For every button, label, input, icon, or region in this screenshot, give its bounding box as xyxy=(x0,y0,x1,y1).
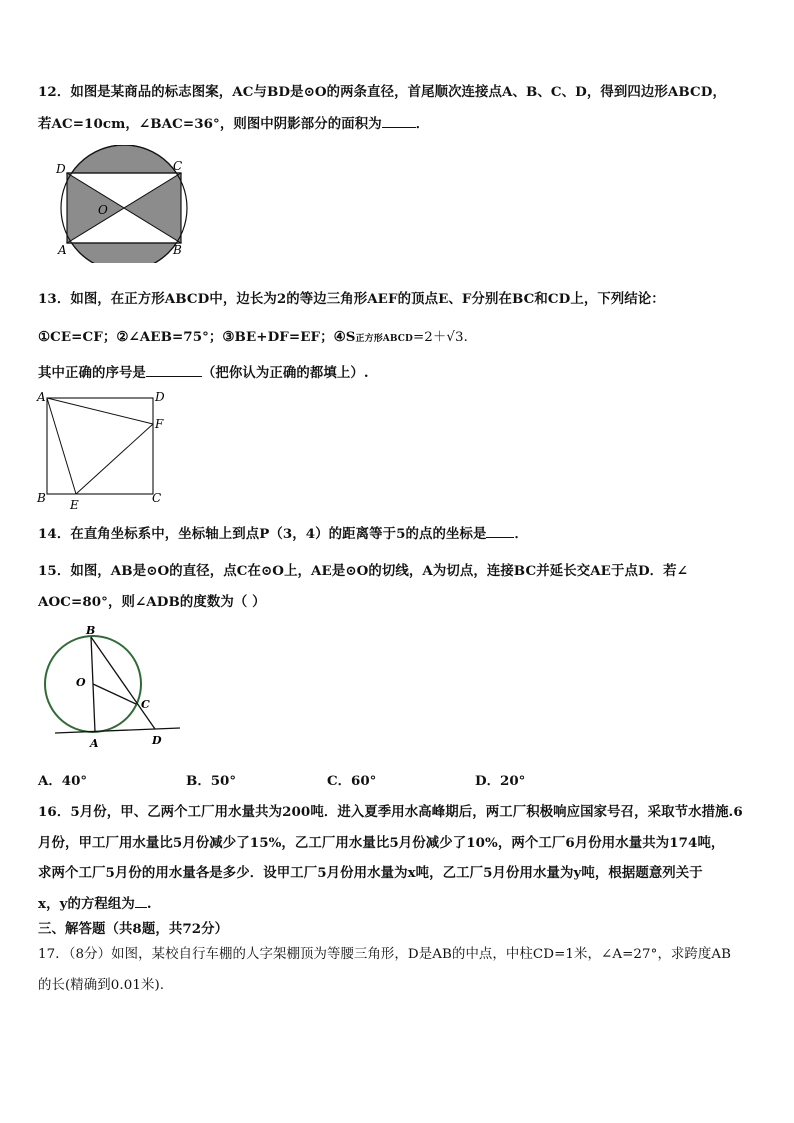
q13-square xyxy=(47,398,153,494)
q13-figure xyxy=(34,388,174,512)
q15-choice-a[interactable]: A．40° xyxy=(38,773,88,789)
q13-answer-blank[interactable] xyxy=(146,364,202,377)
q16-answer-blank[interactable] xyxy=(135,895,147,908)
q15-figure xyxy=(40,620,190,750)
q15-label-D: D xyxy=(152,734,162,747)
q12-line2-text: 若AC=10cm，∠BAC=36°，则图中阴影部分的面积为 xyxy=(38,116,382,132)
q16-line4-text: x，y的方程组为 xyxy=(38,896,135,912)
q15-line1: 15．如图，AB是⊙O的直径，点C在⊙O上，AE是⊙O的切线，A为切点，连接BC并延长交AE于点D．若∠ xyxy=(38,563,688,579)
q13-label-C: C xyxy=(152,491,162,505)
q12-line2-end: ． xyxy=(415,116,430,132)
q12-figure xyxy=(52,145,200,263)
q12-label-O: O xyxy=(98,203,108,217)
q13-label-D: D xyxy=(155,390,165,404)
q13-line2-text: ①CE=CF；②∠AEB=75°；③BE+DF=EF；④S xyxy=(38,329,356,345)
q17-line2: 的长(精确到0.01米). xyxy=(38,978,165,993)
q14-line1 xyxy=(38,525,763,543)
q13-segment-AE xyxy=(47,398,76,494)
q13-segment-EF xyxy=(76,424,153,494)
q14-answer-blank[interactable] xyxy=(486,525,514,538)
q13-line3-end: （把你认为正确的都填上）. xyxy=(201,365,369,381)
q12-label-C: C xyxy=(173,159,183,173)
q15-choice-d[interactable]: D．20° xyxy=(475,773,526,789)
q12-line2 xyxy=(38,115,763,133)
q15-label-A: A xyxy=(90,737,99,750)
q16-line1: 16．5月份，甲、乙两个工厂用水量共为200吨．进入夏季用水高峰期后，两工厂积极响应国家号召，采取节水措施.6 xyxy=(38,804,743,820)
q16-line2: 月份，甲工厂用水量比5月份减少了15%，乙工厂用水量比5月份减少了10%，两个工厂6月份用水量共为174吨， xyxy=(38,835,725,851)
q12-answer-blank[interactable] xyxy=(382,115,416,128)
q13-label-F: F xyxy=(155,417,164,431)
q13-label-B: B xyxy=(37,491,46,505)
q15-segment-BD xyxy=(91,637,155,729)
q15-choice-b[interactable]: B．50° xyxy=(186,773,237,789)
q12-line1: 12．如图是某商品的标志图案，AC与BD是⊙O的两条直径，首尾顺次连接点A、B、C、D，得到四边形ABCD， xyxy=(38,84,726,100)
section3-heading: 三、解答题（共8题，共72分） xyxy=(38,921,229,937)
q13-line3-text: 其中正确的序号是 xyxy=(38,365,146,381)
q15-line2: AOC=80°，则∠ADB的度数为（ ） xyxy=(38,594,266,610)
q12-label-D: D xyxy=(56,162,66,176)
q17-line1: 17．（8分）如图，某校自行车棚的人字架棚顶为等腰三角形，D是AB的中点，中柱CD=1米，∠A=27°，求跨度AB xyxy=(38,947,732,962)
q15-label-O: O xyxy=(76,676,86,689)
q15-label-B: B xyxy=(86,624,96,637)
q13-label-A: A xyxy=(37,390,46,404)
q13-segment-AF xyxy=(47,398,153,424)
q13-line2-formula: =2＋√3． xyxy=(412,330,478,345)
q15-label-C: C xyxy=(141,698,150,711)
q16-line4-end: . xyxy=(146,896,152,912)
q12-label-A: A xyxy=(58,243,67,257)
q15-segment-OC xyxy=(93,684,136,704)
q15-choice-c[interactable]: C．60° xyxy=(327,773,377,789)
q13-line3 xyxy=(38,364,763,382)
q13-label-E: E xyxy=(70,498,79,512)
q14-line1-end: ． xyxy=(514,526,528,542)
q16-line4 xyxy=(38,895,763,913)
q13-line1: 13．如图，在正方形ABCD中，边长为2的等边三角形AEF的顶点E、F分别在BC和CD上，下列结论： xyxy=(38,291,665,307)
q12-label-B: B xyxy=(173,243,182,257)
q14-line1-text: 14．在直角坐标系中，坐标轴上到点P（3，4）的距离等于5的点的坐标是 xyxy=(38,526,487,542)
q16-line3: 求两个工厂5月份的用水量各是多少．设甲工厂5月份用水量为x吨，乙工厂5月份用水量为y吨，根据题意列关于 xyxy=(38,865,703,881)
q13-line2-subscript: 正方形ABCD xyxy=(355,334,413,344)
q13-line2 xyxy=(38,328,763,348)
